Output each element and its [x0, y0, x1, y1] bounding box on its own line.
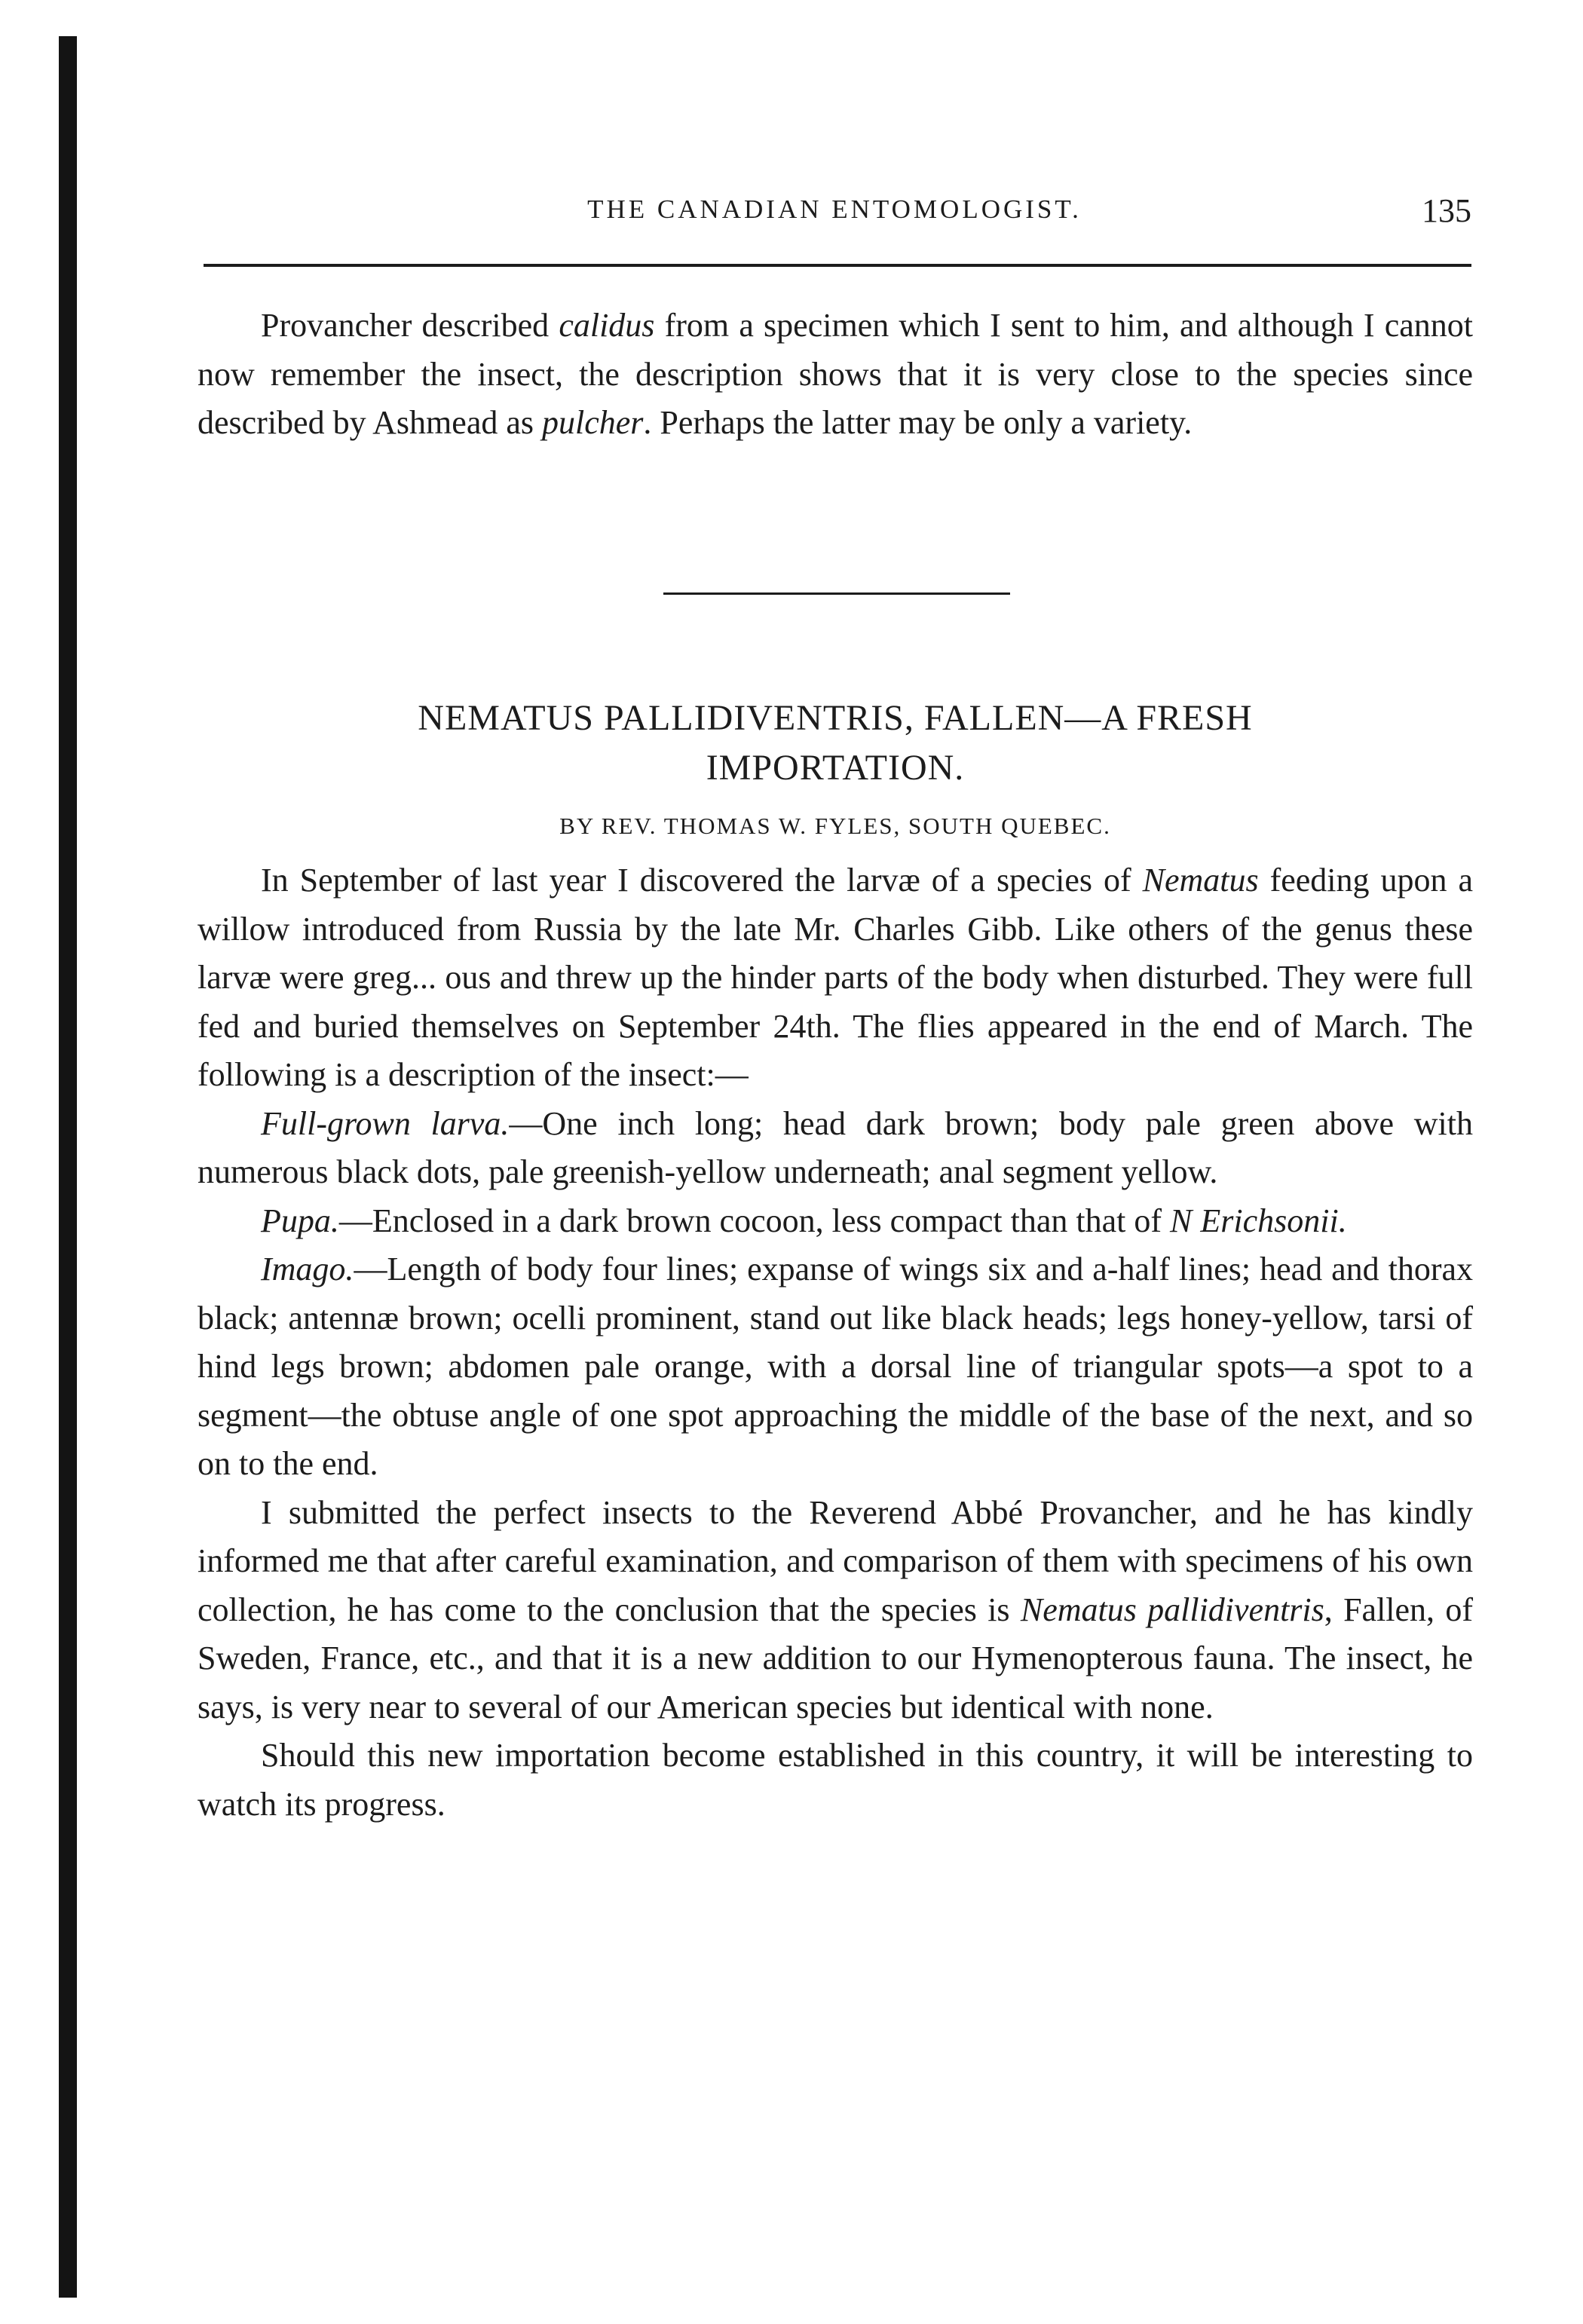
body-text: feeding upon a willow introduced from Russia by the late Mr. Charles Gibb. Like others of the genus these larvæ were greg... ous and threw up the hinder parts of the body when disturbed. They were full fed and buried themselves on September 24th. The flies appeared in the end of March. The following is a description of the insect:— — [197, 862, 1474, 1093]
intro-paragraph — [197, 302, 1473, 448]
section-separator — [663, 592, 1010, 595]
byline: BY REV. THOMAS W. FYLES, SOUTH QUEBEC. — [559, 813, 1111, 839]
header-rule — [204, 264, 1471, 267]
stage-label: Imago. — [261, 1251, 354, 1288]
species-name: pulcher — [542, 404, 644, 441]
body-text: Should this new importation become established in this country, it will be interesting to watch its progress. — [197, 1737, 1473, 1823]
species-name: Nematus pallidiventris — [1020, 1591, 1324, 1628]
body-text: , Fallen, of Sweden, France, etc., and that it is a new addition to our Hymenopterous fauna. The insect, he says, is very near to several of our American species but identical with none. — [197, 1591, 1473, 1725]
intro-text: from a specimen which I sent to him, and although I cannot now remember the insect, the description shows that it is very close to the species since described by Ashmead as — [197, 307, 1474, 441]
article-title-line: IMPORTATION. — [706, 748, 965, 788]
body-paragraph — [197, 1197, 1473, 1246]
species-name: calidus — [559, 307, 655, 344]
body-text: In September of last year I discovered the larvæ of a species of — [261, 862, 1143, 899]
body-text: —Length of body four lines; expanse of wings six and a-half lines; head and thorax black; antennæ brown; ocelli prominent, stand out like black heads; legs honey-yellow, tarsi of hind legs brown; abdomen pale orange, with a dorsal line of triangular spots—a spot to a segment—the obtuse angle of one spot approaching the middle of the base of the next, and so on to the end. — [197, 1251, 1473, 1482]
stage-label: Pupa. — [261, 1202, 339, 1239]
stage-label: Full-grown larva. — [261, 1104, 510, 1142]
page-number: 135 — [1422, 192, 1471, 229]
running-title: THE CANADIAN ENTOMOLOGIST. — [587, 194, 1082, 224]
page-header — [197, 191, 1471, 240]
intro-paragraph-block — [197, 302, 1473, 448]
article-body — [197, 856, 1473, 1829]
species-name: N Erichsonii. — [1170, 1202, 1347, 1239]
intro-text: Provancher described — [261, 307, 559, 344]
body-paragraph — [197, 856, 1473, 1100]
intro-text: . Perhaps the latter may be only a variety. — [643, 404, 1193, 441]
genus-name: Nematus — [1142, 862, 1259, 899]
article-title — [197, 694, 1473, 793]
body-paragraph — [197, 1732, 1473, 1829]
body-text: —One inch long; head dark brown; body pale green above with numerous black dots, pale greenish-yellow underneath; anal segment yellow. — [197, 1104, 1473, 1190]
binding-edge — [59, 36, 77, 2298]
body-paragraph — [197, 1489, 1473, 1732]
body-paragraph — [197, 1100, 1473, 1197]
body-text: —Enclosed in a dark brown cocoon, less compact than that of — [338, 1202, 1171, 1239]
body-text: I submitted the perfect insects to the Reverend Abbé Provancher, and he has kindly informed me that after careful examination, and comparison of them with specimens of his own collection, he has come to the conclusion that the species is — [197, 1493, 1473, 1628]
article-title-line: NEMATUS PALLIDIVENTRIS, FALLEN—A FRESH — [418, 698, 1253, 738]
body-paragraph — [197, 1245, 1473, 1489]
